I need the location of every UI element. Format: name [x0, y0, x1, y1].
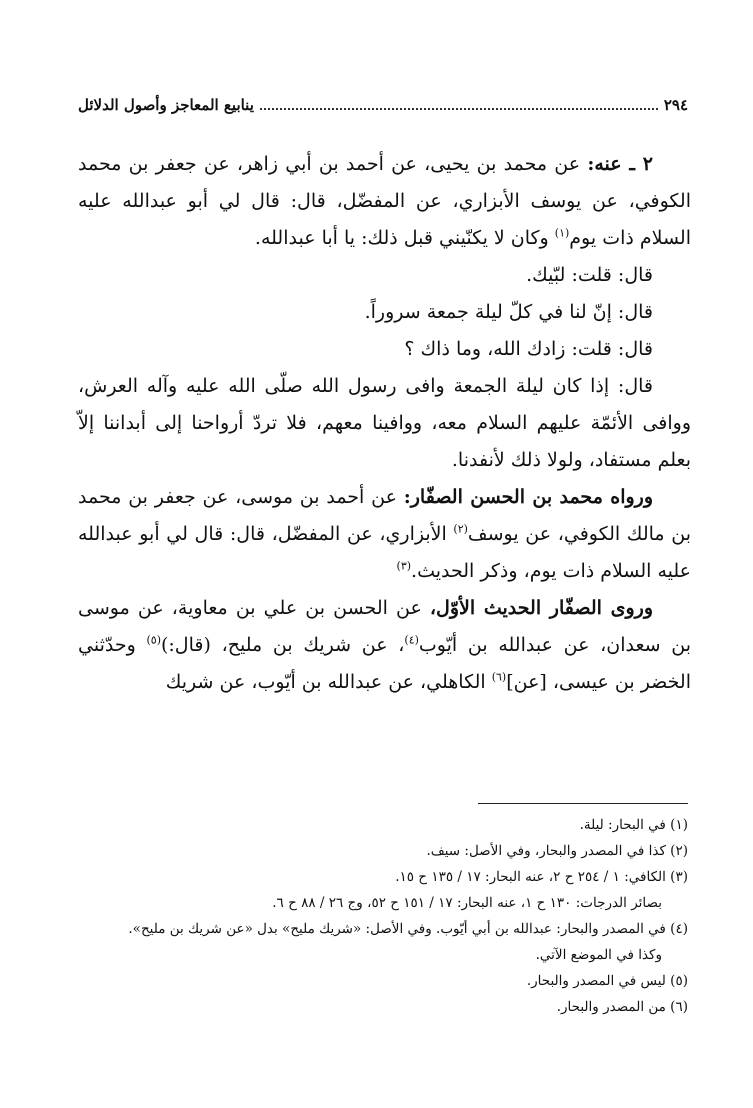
footnote-ref: (٥): [146, 633, 161, 647]
footnote-1: (١) في البحار: ليلة.: [579, 817, 688, 833]
running-header: [78, 96, 688, 120]
paragraph-saffar-narration: [78, 479, 691, 590]
paragraph-dialogue: قال: قلت: زادك الله، وما ذاك ؟: [404, 338, 653, 360]
paragraph-text: وحدّثني الخضر بن عيسى، [عن]: [78, 634, 691, 693]
footnote-6: (٦) من المصدر والبحار.: [556, 999, 688, 1015]
paragraph-answer: قال: إذا كان ليلة الجمعة وافى رسول الله صلّى الله عليه وآله العرش، ووافى الأئمّة عليهم السلام معه، ووافينا معهم، فلا تردّ أرواحنا إلى أبداننا إلاّ بعلم مستفاد، ولولا ذلك لأنفدنا.: [78, 375, 691, 471]
narration-label: ورواه محمد بن الحسن الصفّار:: [403, 486, 653, 508]
paragraph-saffar-first-hadith: [78, 590, 691, 701]
footnote-ref: (٢): [453, 522, 468, 536]
header-dotted-leader: [260, 107, 658, 110]
footnote-ref: (٣): [396, 559, 412, 573]
footnote-4: (٤) في المصدر والبحار: عبدالله بن أبي أيّوب. وفي الأصل: «شريك مليح» بدل «عن شريك بن مليح».: [128, 921, 688, 937]
paragraph-text: الكاهلي، عن عبدالله بن أيّوب، عن شريك: [165, 671, 492, 693]
paragraph-text: عن أحمد بن موسى، عن جعفر بن محمد بن مالك الكوفي، عن يوسف: [78, 486, 691, 545]
footnote-separator: [478, 803, 688, 804]
footnote-ref: (٦): [491, 670, 507, 684]
footnote-ref: (٤): [404, 633, 419, 647]
footnote-4-continued: وكذا في الموضع الآتي.: [535, 947, 662, 963]
paragraph-text: عن محمد بن يحيى، عن أحمد بن أبي زاهر، عن جعفر بن محمد الكوفي، عن يوسف الأبزاري، عن المفضّل، قال: قال لي أبو عبدالله عليه السلام ذات يوم: [78, 153, 691, 249]
paragraph-dialogue: قال: إنّ لنا في كلّ ليلة جمعة سروراً.: [364, 301, 653, 323]
paragraph-text: ، عن شريك بن مليح، (قال:): [160, 634, 405, 656]
page-number: ٢٩٤: [663, 96, 688, 114]
footnote-2: (٢) كذا في المصدر والبحار، وفي الأصل: سيف.: [426, 843, 688, 859]
footnotes: [78, 812, 688, 1020]
paragraph-text: الأبزاري، عن المفضّل، قال: قال لي أبو عبدالله عليه السلام ذات يوم، وذكر الحديث.: [78, 523, 691, 582]
paragraph-text: وكان لا يكنّيني قبل ذلك: يا أبا عبدالله.: [254, 227, 555, 249]
footnote-5: (٥) ليس في المصدر والبحار.: [526, 973, 688, 989]
footnote-3: (٣) الكافي: ١ / ٢٥٤ ح ٢، عنه البحار: ١٧ / ١٣٥ ح ١٥.: [395, 869, 688, 885]
paragraph-dialogue: قال: قلت: لبّيك.: [526, 264, 653, 286]
hadith-label: ٢ ـ عنه:: [587, 153, 653, 175]
footnote-3-continued: بصائر الدرجات: ١٣٠ ح ١، عنه البحار: ١٧ / ١٥١ ح ٥٢، وج ٢٦ / ٨٨ ح ٦.: [272, 895, 662, 911]
footnote-ref: (١): [554, 226, 570, 240]
paragraph-text: عن الحسن بن علي بن معاوية، عن موسى بن سعدان، عن عبدالله بن أيّوب: [78, 597, 692, 656]
narration-label: وروى الصفّار الحديث الأوّل،: [429, 597, 653, 619]
paragraph-hadith-2: [78, 146, 691, 257]
main-text: [78, 146, 691, 701]
book-title: ينابيع المعاجز وأصول الدلائل: [78, 96, 254, 114]
